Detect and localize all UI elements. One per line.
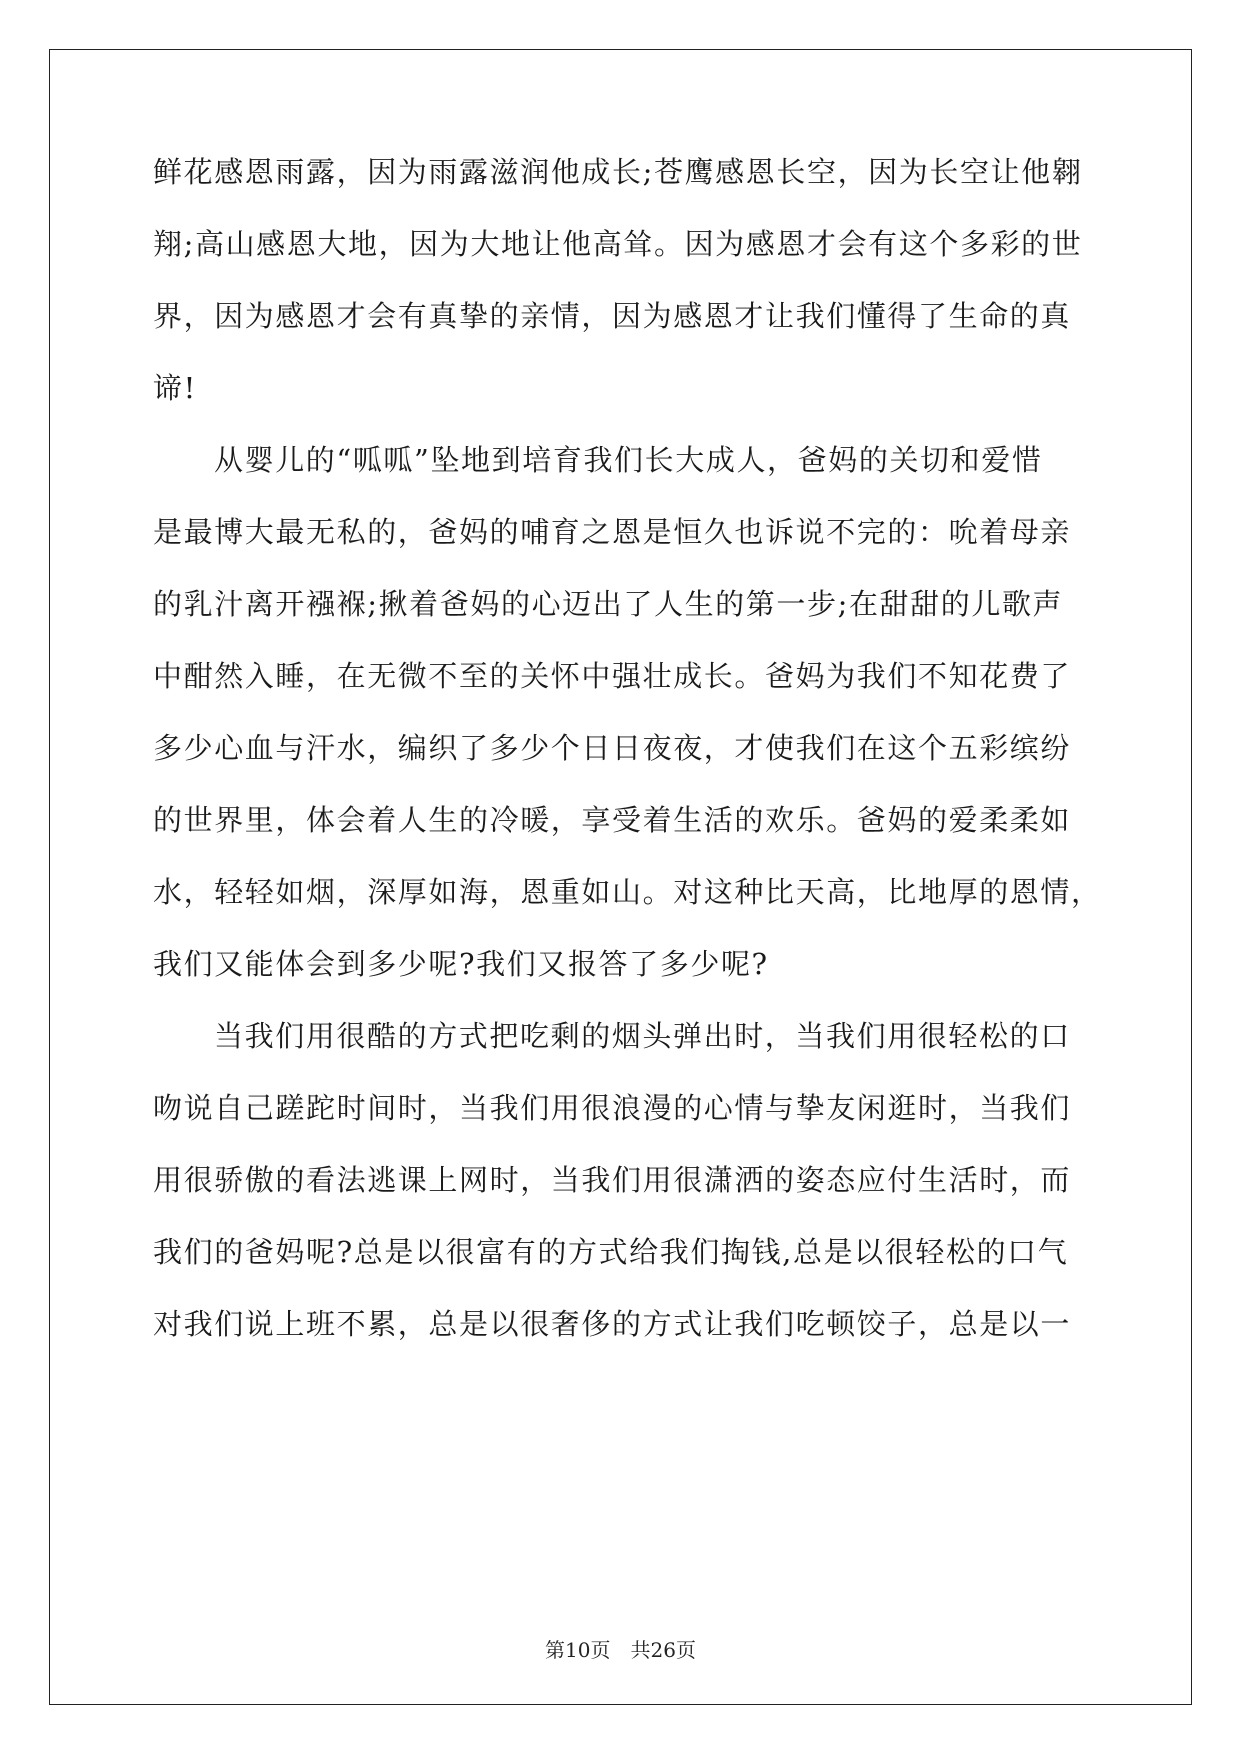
text-line: 多少心血与汗水，编织了多少个日日夜夜，才使我们在这个五彩缤纷 [153, 731, 1072, 765]
text-line: 吻说自己蹉跎时间时，当我们用很浪漫的心情与挚友闲逛时，当我们 [153, 1091, 1072, 1125]
text-line: 翔;高山感恩大地，因为大地让他高耸。因为感恩才会有这个多彩的世 [153, 227, 1083, 261]
text-line: 我们的爸妈呢?总是以很富有的方式给我们掏钱,总是以很轻松的口气 [153, 1235, 1069, 1269]
text-line: 从婴儿的“呱呱”坠地到培育我们长大成人，爸妈的关切和爱惜 [214, 443, 1043, 477]
text-line: 对我们说上班不累，总是以很奢侈的方式让我们吃顿饺子，总是以一 [153, 1307, 1072, 1341]
text-line: 水，轻轻如烟，深厚如海，恩重如山。对这种比天高，比地厚的恩情， [153, 875, 1102, 909]
text-line: 界，因为感恩才会有真挚的亲情，因为感恩才让我们懂得了生命的真 [153, 299, 1072, 333]
text-line: 是最博大最无私的，爸妈的哺育之恩是恒久也诉说不完的：吮着母亲 [153, 515, 1072, 549]
text-line: 当我们用很酷的方式把吃剩的烟头弹出时，当我们用很轻松的口 [214, 1019, 1071, 1053]
page-footer [0, 1634, 1241, 1663]
text-line: 中酣然入睡，在无微不至的关怀中强壮成长。爸妈为我们不知花费了 [153, 659, 1072, 693]
text-line: 鲜花感恩雨露，因为雨露滋润他成长;苍鹰感恩长空，因为长空让他翱 [153, 155, 1083, 189]
text-line: 用很骄傲的看法逃课上网时，当我们用很潇洒的姿态应付生活时，而 [153, 1163, 1072, 1197]
text-line: 的乳汁离开襁褓;揪着爸妈的心迈出了人生的第一步;在甜甜的儿歌声 [153, 587, 1064, 621]
page-number-label: 第10页 共26页 [545, 1638, 696, 1662]
text-line: 我们又能体会到多少呢?我们又报答了多少呢? [153, 947, 769, 981]
text-line: 谛! [153, 371, 197, 405]
text-line: 的世界里，体会着人生的冷暖，享受着生活的欢乐。爸妈的爱柔柔如 [153, 803, 1072, 837]
